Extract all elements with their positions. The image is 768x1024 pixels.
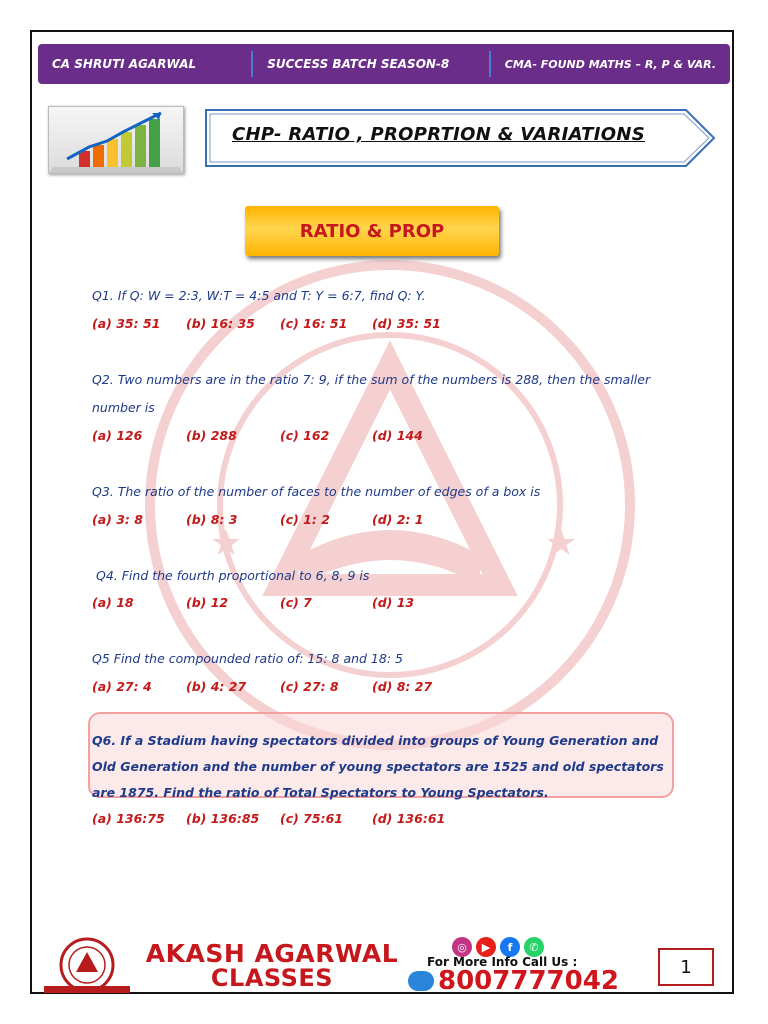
header-bar <box>38 44 730 84</box>
header-batch: SUCCESS BATCH SEASON-8 <box>267 57 450 71</box>
growth-chart-icon <box>48 106 184 174</box>
option-c: (c) 16: 51 <box>280 316 348 331</box>
phone-number[interactable] <box>408 966 619 996</box>
contact-label: For More Info Call Us : <box>427 955 578 969</box>
youtube-icon[interactable]: ▶ <box>476 937 496 957</box>
facebook-icon[interactable]: f <box>500 937 520 957</box>
option-a: (a) 3: 8 <box>92 512 143 527</box>
brand-name <box>142 939 402 992</box>
brand-line2: CLASSES <box>210 964 334 992</box>
option-c: (c) 27: 8 <box>280 679 339 694</box>
option-d: (d) 35: 51 <box>372 316 441 331</box>
option-c: (c) 1: 2 <box>280 512 330 527</box>
question-text: Q4. Find the fourth proportional to 6, 8, 9 is <box>96 568 370 583</box>
question-text: Q6. If a Stadium having spectators divided into groups of Young Generation and Old Generation and the number of young spectators are 1525 and old spectators are 1875. Find the ratio of Total Spectators to Young Spectators. <box>92 733 664 800</box>
option-d: (d) 13 <box>372 595 415 610</box>
section-badge: RATIO & PROP <box>245 206 499 256</box>
option-a: (a) 126 <box>92 428 143 443</box>
option-c: (c) 162 <box>280 428 330 443</box>
header-subject: CMA- FOUND MATHS – R, P & VAR. <box>504 57 717 71</box>
option-c: (c) 75:61 <box>280 811 343 826</box>
whatsapp-icon[interactable]: ✆ <box>524 937 544 957</box>
option-b: (b) 8: 3 <box>186 512 238 527</box>
brand-logo <box>40 936 134 994</box>
question-text: Q3. The ratio of the number of faces to the number of edges of a box is <box>92 484 541 499</box>
option-b: (b) 4: 27 <box>186 679 247 694</box>
question-text: Q1. If Q: W = 2:3, W:T = 4:5 and T: Y = 6:7, find Q: Y. <box>92 288 426 303</box>
option-b: (b) 12 <box>186 595 229 610</box>
phone-icon <box>408 971 434 991</box>
svg-text:★: ★ <box>210 523 243 564</box>
header-author: CA SHRUTI AGARWAL <box>52 57 197 71</box>
phone-number-text: 8007777042 <box>438 966 619 996</box>
option-a: (a) 18 <box>92 595 134 610</box>
social-icons <box>452 937 544 957</box>
chapter-title: CHP- RATIO , PROPRTION & VARIATIONS <box>232 124 645 145</box>
option-b: (b) 16: 35 <box>186 316 255 331</box>
option-d: (d) 8: 27 <box>372 679 433 694</box>
page-number: 1 <box>658 948 714 986</box>
svg-text:★: ★ <box>545 523 578 564</box>
question-text: Q2. Two numbers are in the ratio 7: 9, if the sum of the numbers is 288, then the smaller number is <box>92 372 651 415</box>
option-c: (c) 7 <box>280 595 312 610</box>
question-text: Q5 Find the compounded ratio of: 15: 8 and 18: 5 <box>92 651 403 666</box>
option-a: (a) 35: 51 <box>92 316 161 331</box>
option-b: (b) 288 <box>186 428 237 443</box>
instagram-icon[interactable]: ◎ <box>452 937 472 957</box>
option-a: (a) 136:75 <box>92 811 165 826</box>
option-d: (d) 144 <box>372 428 423 443</box>
option-b: (b) 136:85 <box>186 811 260 826</box>
option-d: (d) 2: 1 <box>372 512 424 527</box>
option-a: (a) 27: 4 <box>92 679 152 694</box>
brand-line1: AKASH AGARWAL <box>145 939 399 968</box>
option-d: (d) 136:61 <box>372 811 446 826</box>
